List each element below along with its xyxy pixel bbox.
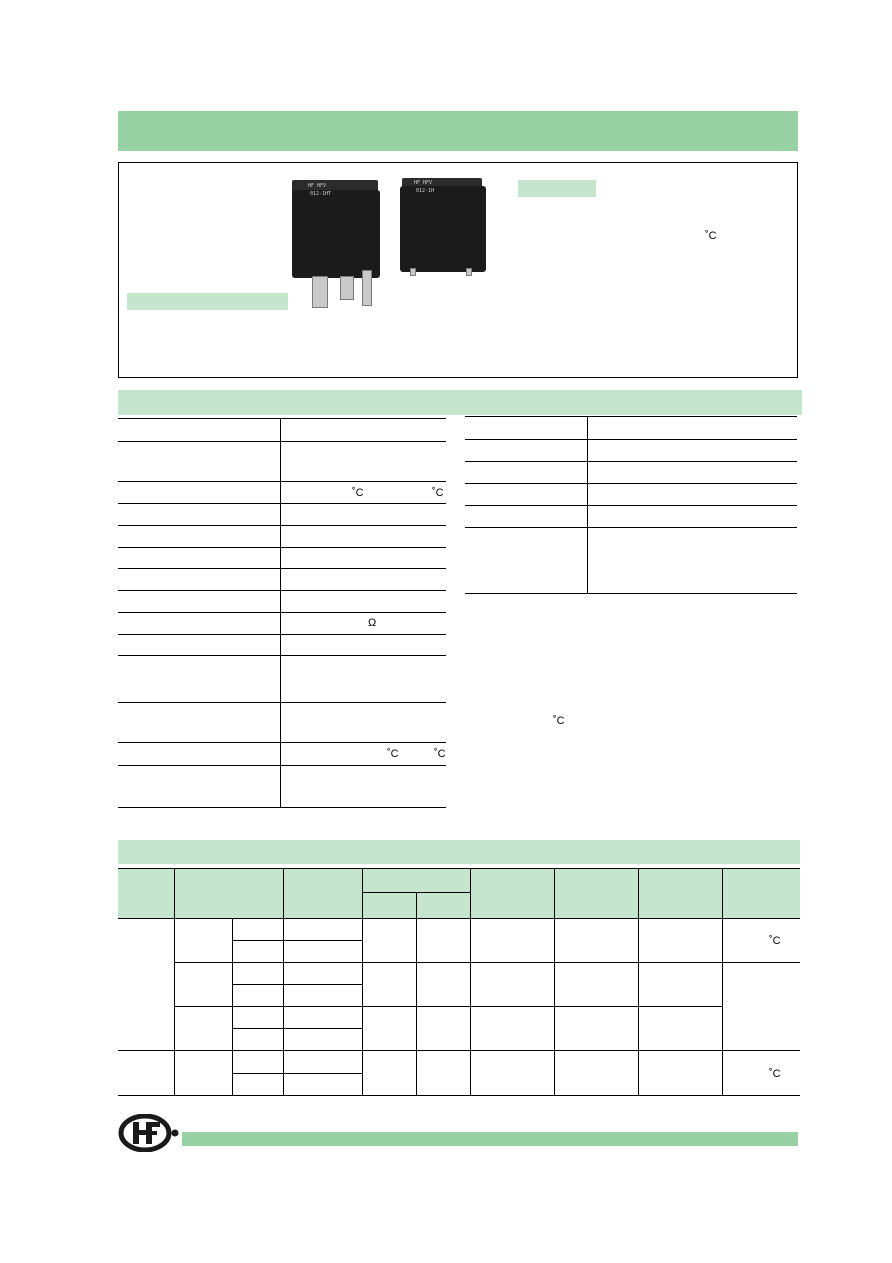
spec-degree-bottom-right: ˚C (434, 748, 446, 760)
relay-photo-2 (398, 176, 490, 276)
applications-label-band (127, 293, 288, 310)
coil-table-degree-row1: ˚C (769, 935, 781, 947)
hongfa-hf-logo (118, 1114, 180, 1152)
coil-table-degree-row4: ˚C (769, 1068, 781, 1080)
note-degree-symbol: ˚C (553, 715, 565, 727)
spec-degree-right: ˚C (432, 487, 444, 499)
spec-degree-bottom-left: ˚C (387, 748, 399, 760)
coil-table-header (118, 868, 800, 918)
specifications-band (118, 390, 802, 415)
coil-data-band (118, 840, 800, 864)
feature-degree-symbol: ˚C (705, 230, 717, 242)
relay-1-marking-2: 012-1HT (310, 191, 332, 197)
footer-band (182, 1132, 798, 1146)
spec-ohm-symbol: Ω (368, 617, 377, 629)
spec-degree-left: ˚C (352, 487, 364, 499)
relay-photo-1 (288, 180, 384, 310)
relay-2-marking: HF HFV (414, 180, 433, 186)
relay-1-marking: HF HFV (308, 183, 327, 189)
features-label-band (518, 180, 596, 197)
relay-2-marking-2: 012-1H (416, 188, 435, 194)
title-band (118, 111, 798, 151)
